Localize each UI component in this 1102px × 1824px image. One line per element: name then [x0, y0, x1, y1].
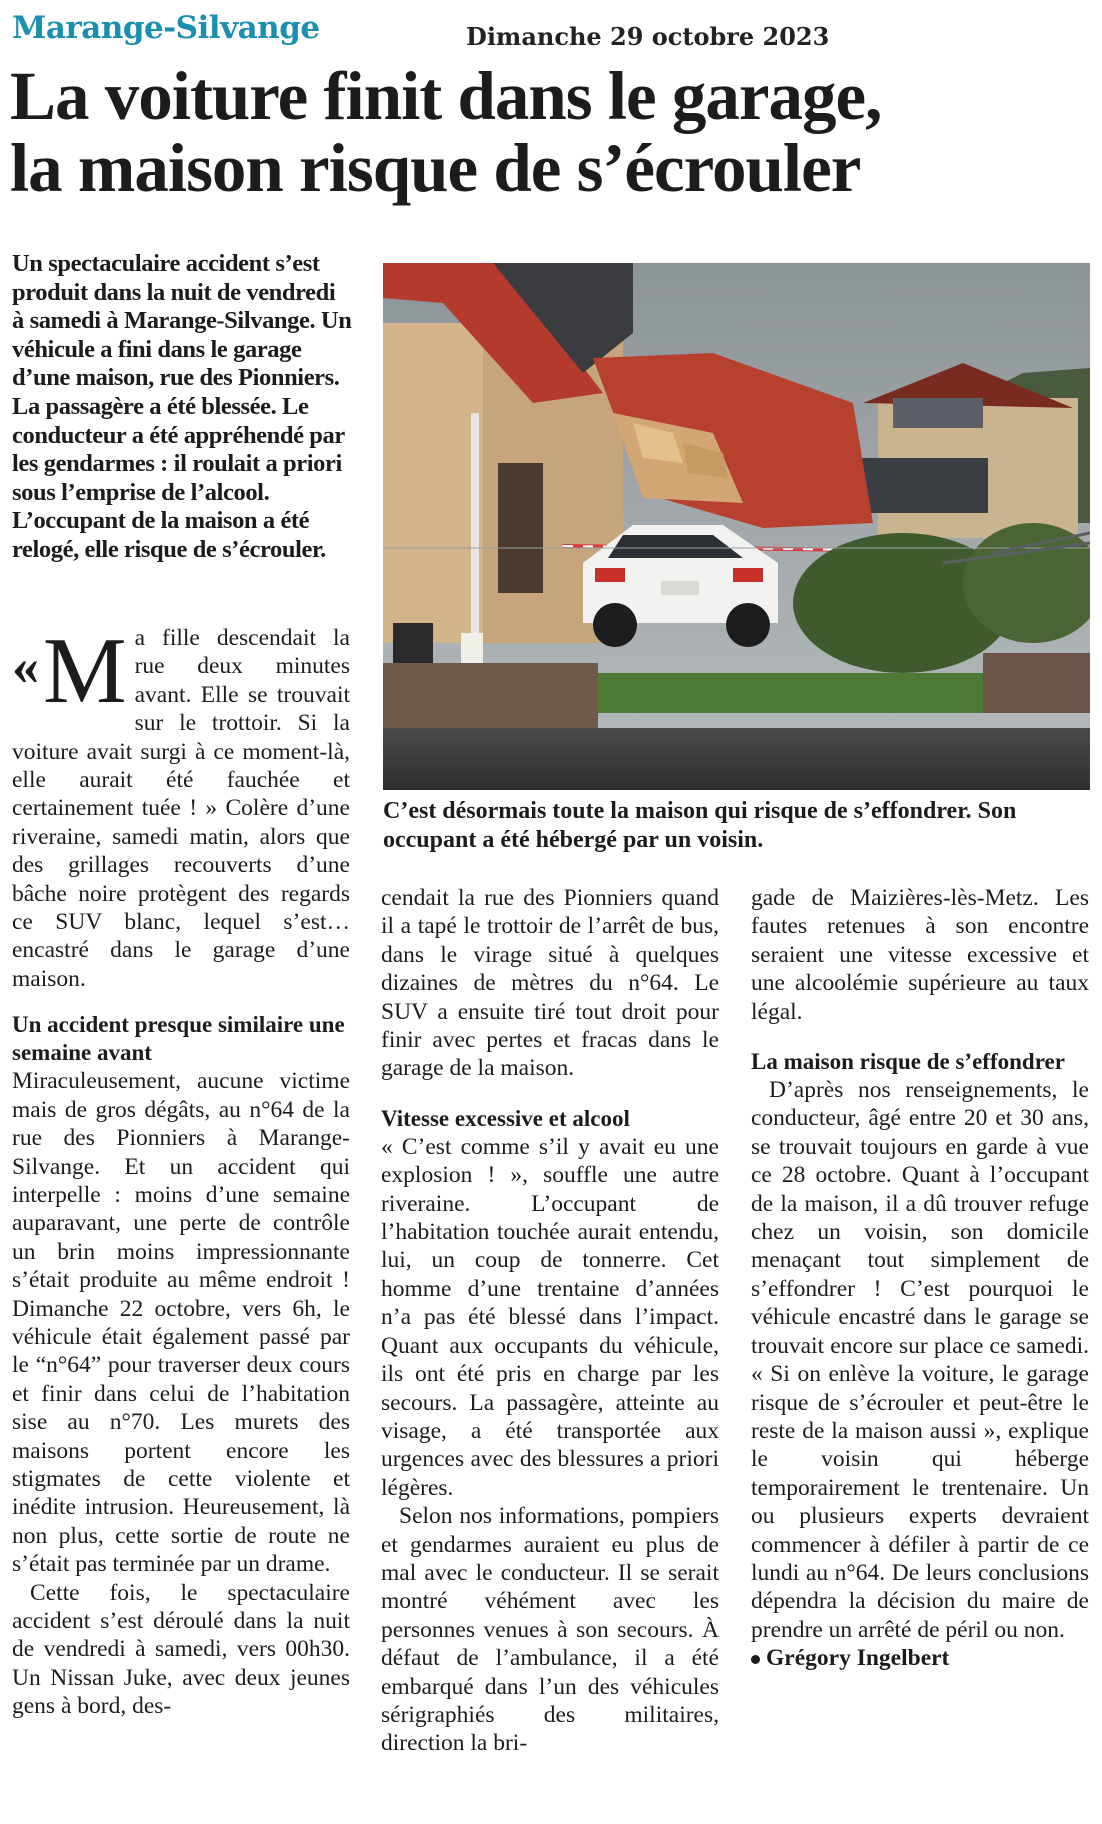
publication-date: Dimanche 29 octobre 2023	[466, 22, 830, 51]
quote-mark: «	[12, 636, 39, 696]
paragraph-5: Selon nos informations, pompiers et gendarmes auraient eu plus de mal avec le conducteur. Il se serait montré véhément avec les personnes venues à son secours. À défaut de l’ambulance, il a été embarqué dans l’un des véhicules sérigraphiés des militaires, direction la bri-	[381, 1503, 719, 1757]
opening-paragraph	[12, 619, 350, 993]
dropcap: M	[43, 619, 127, 723]
paragraph-6: D’après nos renseignements, le conducteur, âgé entre 20 et 30 ans, se trouvait toujours en garde à vue ce 28 octobre. Quant à l’occupant de la maison, il a dû trouver refuge chez un voisin, son domicile menaçant tout simplement de s’effondrer ! C’est pourquoi le véhicule encastré dans le garage se trouvait encore sur place ce samedi. « Si on enlève la voiture, le garage risque de s’écrouler et peut-être le reste de la maison aussi », explique le voisin qui héberge temporairement le trentenaire. Un ou plusieurs experts devraient commencer à défiler à partir de ce lundi au n°64. De leurs conclusions dépendra la décision du maire de prendre un arrêté de péril ou non.	[751, 1077, 1089, 1643]
paragraph-2: Miraculeusement, aucune victime mais de gros dégâts, au n°64 de la rue des Pionniers à Marange-Silvange. Et un accident qui interpelle : moins d’une semaine auparavant, une perte de contrôle un brin moins impressionnante s’était produite au même endroit ! Dimanche 22 octobre, vers 6h, le véhicule était également passé par le “n°64” pour traverser deux cours et finir dans celui de l’habitation sise au n°70. Les murets des maisons portent encore les stigmates de cette violente et inédite intrusion. Heureusement, là non plus, cette sortie de route ne s’était pas terminée par un drame.	[12, 1068, 350, 1578]
opening-paragraph-text: a fille descendait la rue deux minutes avant. Elle se trouvait sur le trottoir. Si la voiture avait surgi à ce moment-là, elle aurait été fauchée et certainement tuée ! » Colère d’une riveraine, samedi matin, alors que des grillages recouverts d’une bâche noire protègent des regards ce SUV blanc, lequel s’est… encastré dans le garage d’une maison.	[12, 625, 350, 992]
article-column-3	[751, 884, 1089, 1673]
paragraph-5-continued: gade de Maizières-lès-Metz. Les fautes retenues à son encontre seraient une vitesse excessive et une alcoolémie supérieure au taux légal.	[751, 885, 1089, 1025]
headline-line-1: La voiture finit dans le garage,	[10, 58, 882, 134]
article-lede: Un spectaculaire accident s’est produit dans la nuit de vendredi à samedi à Marange-Silvange. Un véhicule a fini dans le garage d’une maison, rue des Pionniers. La passagère a été blessée. Le conducteur a été appréhendé par les gendarmes : il roulait a priori sous l’emprise de l’alcool. L’occupant de la maison a été relogé, elle risque de s’écrouler.	[12, 250, 352, 563]
subheading-speed-alcohol: Vitesse excessive et alcool	[381, 1105, 630, 1131]
crashed-house-photo	[383, 263, 1090, 790]
bullet-icon	[751, 1655, 760, 1664]
article-column-2	[381, 884, 719, 1758]
article-column-1	[12, 619, 350, 1721]
paragraph-3-continued: cendait la rue des Pionniers quand il a tapé le trottoir de l’arrêt de bus, dans le virage situé à quelques dizaines de mètres du n°64. Le SUV a ensuite tiré tout droit pour finir avec pertes et fracas dans le garage de la maison.	[381, 885, 719, 1082]
subheading-similar-accident: Un accident presque similaire une semaine avant	[12, 1012, 345, 1066]
author-signature	[751, 1644, 1089, 1672]
headline-line-2: la maison risque de s’écrouler	[10, 130, 861, 206]
paragraph-3: Cette fois, le spectaculaire accident s’est déroulé dans la nuit de vendredi à samedi, vers 00h30. Un Nissan Juke, avec deux jeunes gens à bord, des-	[12, 1579, 350, 1720]
headline	[10, 60, 1090, 204]
paragraph-4: « C’est comme s’il y avait eu une explosion ! », souffle une autre riveraine. L’occupant de l’habitation touchée aurait entendu, lui, un coup de tonnerre. Cet homme d’une trentaine d’années n’a pas été blessé dans l’impact. Quant aux occupants du véhicule, ils ont été pris en charge par les secours. La passagère, atteinte au visage, a été transportée aux urgences avec des blessures a priori légères.	[381, 1133, 719, 1501]
photo-caption: C’est désormais toute la maison qui risque de s’effondrer. Son occupant a été hébergé par un voisin.	[383, 798, 1017, 853]
article-photo	[383, 263, 1090, 790]
locality-label: Marange-Silvange	[12, 10, 320, 46]
author-name: Grégory Ingelbert	[766, 1645, 950, 1672]
subheading-house-collapse: La maison risque de s’effondrer	[751, 1049, 1065, 1075]
